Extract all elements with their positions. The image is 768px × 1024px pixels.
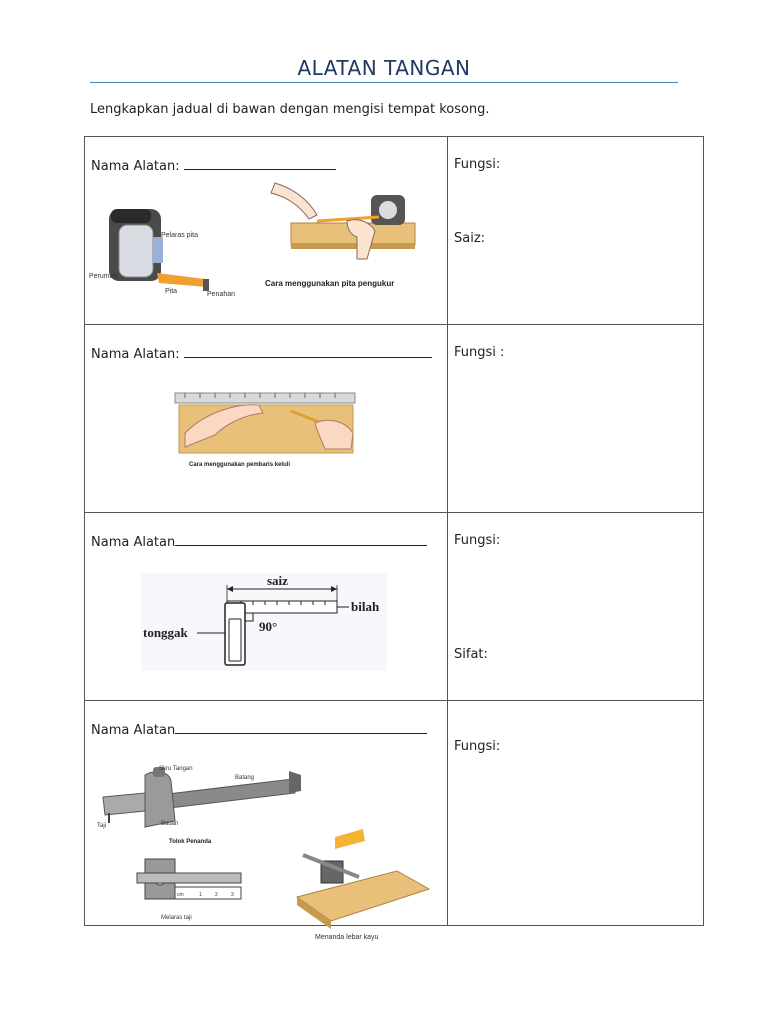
label-batang: Batang [235, 775, 255, 781]
answer-cell [448, 701, 704, 926]
tool-name-label: Nama Alatan [91, 535, 176, 550]
label-tonggak: tonggak [143, 625, 188, 640]
table-row [85, 137, 704, 325]
label-melaras-taji: Melaras taji [161, 915, 192, 921]
tool-cell [85, 325, 448, 513]
label-badan: Badan [161, 821, 179, 827]
sifat-label: Sifat: [454, 647, 488, 662]
answer-cell [448, 137, 704, 325]
label-pita: Pita [165, 288, 178, 295]
tool-name-blank[interactable] [175, 533, 427, 546]
steel-ruler-illustration [175, 389, 365, 479]
tool-name-field[interactable] [91, 345, 432, 362]
page-title: ALATAN TANGAN [297, 56, 471, 80]
tool-name-field[interactable] [91, 721, 427, 738]
fungsi-label: Fungsi: [454, 157, 501, 172]
label-taji: Taji [97, 823, 107, 829]
instruction-text: Lengkapkan jadual di bawan dengan mengisi tempat kosong. [90, 102, 490, 117]
label-penahan: Penahan [207, 291, 236, 298]
saiz-label: Saiz: [454, 231, 486, 246]
tick-1: 1 [199, 892, 202, 898]
label-skru-tangan: Skru Tangan [159, 766, 193, 772]
tool-name-blank[interactable] [184, 345, 432, 358]
fungsi-label: Fungsi : [454, 345, 505, 360]
label-cm: cm [177, 892, 184, 898]
label-tolok-penanda: Tolok Penanda [169, 839, 212, 845]
tool-cell [85, 513, 448, 701]
answer-cell [448, 325, 704, 513]
tool-name-label: Nama Alatan: [91, 347, 180, 362]
tool-cell [85, 137, 448, 325]
tools-table [84, 136, 704, 941]
label-perumah: Perumah [89, 273, 118, 280]
tape-measure-illustration [89, 175, 435, 315]
tick-3: 3 [231, 892, 234, 898]
label-90-degrees: 90° [259, 619, 278, 634]
tool-name-blank[interactable] [184, 157, 336, 170]
tool-name-label: Nama Alatan [91, 723, 176, 738]
tool-name-blank[interactable] [175, 721, 427, 734]
marking-gauge-illustration [97, 761, 435, 941]
caption-ruler: Cara menggunakan pembaris keluli [189, 462, 291, 468]
tool-name-field[interactable] [91, 533, 427, 550]
label-menanda: Menanda lebar kayu [315, 934, 379, 941]
answer-cell [448, 513, 704, 701]
tool-cell [85, 701, 448, 941]
caption-tape: Cara menggunakan pita pengukur [265, 279, 395, 288]
try-square-illustration [141, 573, 387, 671]
title-underline [90, 82, 678, 83]
fungsi-label: Fungsi: [454, 533, 501, 548]
tool-name-field[interactable] [91, 157, 336, 174]
label-bilah: bilah [351, 599, 380, 614]
table-row [85, 513, 704, 701]
label-saiz: saiz [267, 573, 288, 588]
table-row [85, 701, 704, 926]
tool-name-label: Nama Alatan: [91, 159, 180, 174]
fungsi-label: Fungsi: [454, 739, 501, 754]
label-pelaras-pita: Pelaras pita [161, 232, 198, 239]
tick-2: 2 [215, 892, 218, 898]
table-row [85, 325, 704, 513]
